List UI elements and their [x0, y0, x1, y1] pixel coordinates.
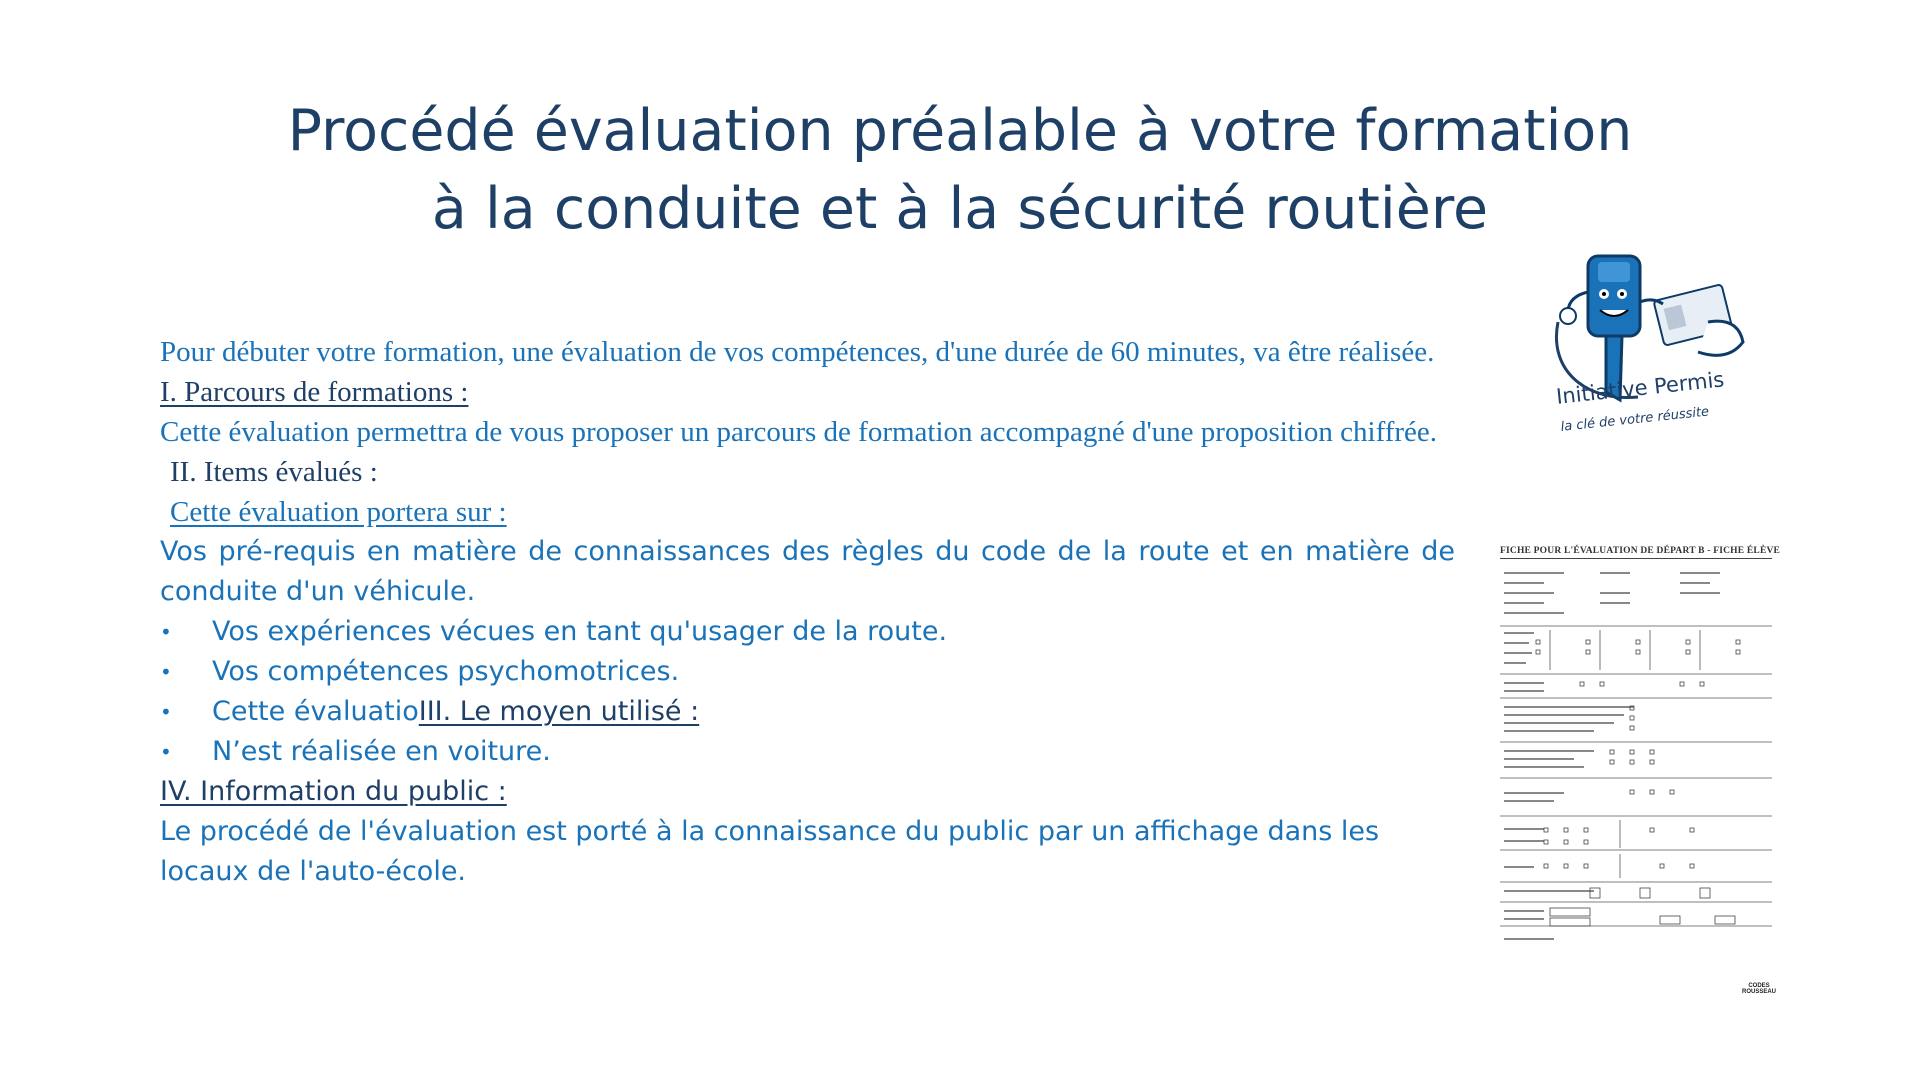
section-1-text: Cette évaluation permettra de vous proposer un parcours de formation accompagné d'une proposition chiffrée. — [160, 416, 1438, 448]
section-2-subheading: Cette évaluation portera sur : — [170, 496, 507, 528]
section-3-heading: III. Le moyen utilisé : — [418, 696, 700, 727]
bullet-icon: • — [160, 660, 172, 684]
title-line-1: Procédé évaluation préalable à votre formation — [287, 98, 1633, 164]
section-4-heading: IV. Information du public : — [160, 776, 507, 807]
evaluation-form-thumbnail — [1500, 546, 1781, 976]
list-item: • N’est réalisée en voiture. — [160, 732, 1455, 772]
page-title — [200, 92, 1720, 248]
items-list — [160, 612, 1455, 772]
form-fields-image — [1500, 566, 1772, 956]
list-item: • Vos expériences vécues en tant qu'usager de la route. — [160, 612, 1455, 652]
bullet-icon: • — [160, 700, 172, 724]
section-2-text: Vos pré-requis en matière de connaissances des règles du code de la route et en matière de conduite d'un véhicule. — [160, 536, 1455, 607]
form-brand-logo: CODES ROUSSEAU — [1742, 983, 1777, 995]
bullet-icon: • — [160, 620, 172, 644]
section-2-heading: II. Items évalués : — [170, 456, 378, 488]
section-1-heading: I. Parcours de formations : — [160, 376, 469, 408]
section-4-text: Le procédé de l'évaluation est porté à la connaissance du public par un affichage dans les locaux de l'auto-école. — [160, 816, 1380, 887]
list-item: • Vos compétences psychomotrices. — [160, 652, 1455, 692]
bullet-icon: • — [160, 740, 172, 764]
list-item: • Cette évaluatioIII. Le moyen utilisé : — [160, 692, 1455, 732]
logo-name: Initiative Permis — [1555, 367, 1726, 409]
form-title: FICHE POUR L'ÉVALUATION DE DÉPART B - FICHE ÉLÈVE — [1500, 546, 1772, 559]
intro-paragraph: Pour débuter votre formation, une évaluation de vos compétences, d'une durée de 60 minutes, va être réalisée. — [160, 336, 1435, 368]
logo-tagline: la clé de votre réussite — [1560, 404, 1710, 435]
document-body — [160, 332, 1455, 892]
title-line-2: à la conduite et à la sécurité routière — [431, 176, 1489, 242]
